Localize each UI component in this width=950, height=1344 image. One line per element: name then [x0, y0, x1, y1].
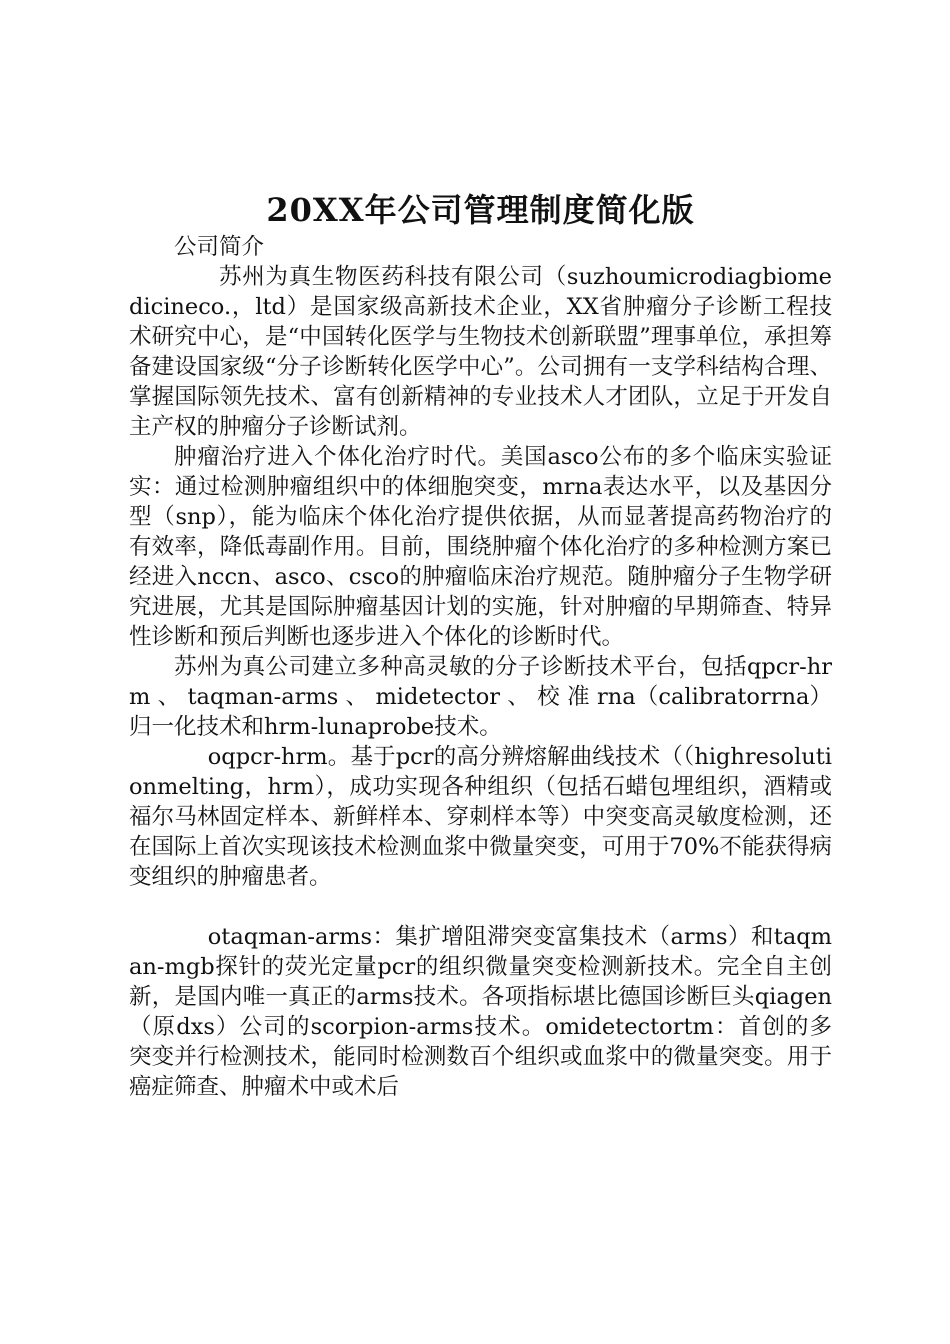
- document-title: 20XX年公司管理制度简化版: [266, 191, 695, 229]
- paragraph-taqman-arms: otaqman-arms：集扩增阻滞突变富集技术（arms）和taqman-mgb探针的荧光定量pcr的组织微量突变检测新技术。完全自主创新，是国内唯一真正的arms技术。各项指标堪比德国诊断巨头qiagen（原dxs）公司的scorpion-arms技术。omidetectortm：首创的多突变并行检测技术，能同时检测数百个组织或血浆中的微量突变。用于癌症筛查、肿瘤术中或术后: [129, 924, 832, 1100]
- document-page: [129, 188, 832, 1102]
- paragraph-company-intro: 苏州为真生物医药科技有限公司（suzhoumicrodiagbiomedicineco.，ltd）是国家级高新技术企业，XX省肿瘤分子诊断工程技术研究中心，是“中国转化医学与生物技术创新联盟”理事单位，承担筹备建设国家级“分子诊断转化医学中心”。公司拥有一支学科结构合理、掌握国际领先技术、富有创新精神的专业技术人才团队，立足于开发自主产权的肿瘤分子诊断试剂。: [129, 264, 832, 440]
- paragraph-qpcr-hrm: oqpcr-hrm。基于pcr的高分辨熔解曲线技术（（highresolutionmelting，hrm），成功实现各种组织（包括石蜡包埋组织，酒精或福尔马林固定样本、新鲜样本、穿刺样本等）中突变高灵敏度检测，还在国际上首次实现该技术检测血浆中微量突变，可用于70%不能获得病变组织的肿瘤患者。: [129, 744, 832, 890]
- paragraph-technology-platforms: 苏州为真公司建立多种高灵敏的分子诊断技术平台，包括qpcr-hrm 、 taqman-arms 、 midetector 、 校 准 rna（calibratorrna）归一化技术和hrm-lunaprobe技术。: [129, 654, 832, 740]
- paragraph-spacer: [129, 892, 832, 922]
- paragraph-personalized-therapy: 肿瘤治疗进入个体化治疗时代。美国asco公布的多个临床实验证实：通过检测肿瘤组织中的体细胞突变，mrna表达水平，以及基因分型（snp），能为临床个体化治疗提供依据，从而显著提高药物治疗的有效率，降低毒副作用。目前，围绕肿瘤个体化治疗的多种检测方案已经进入nccn、asco、csco的肿瘤临床治疗规范。随肿瘤分子生物学研究进展，尤其是国际肿瘤基因计划的实施，针对肿瘤的早期筛查、特异性诊断和预后判断也逐步进入个体化的诊断时代。: [129, 444, 832, 650]
- section-heading: 公司简介: [174, 234, 265, 260]
